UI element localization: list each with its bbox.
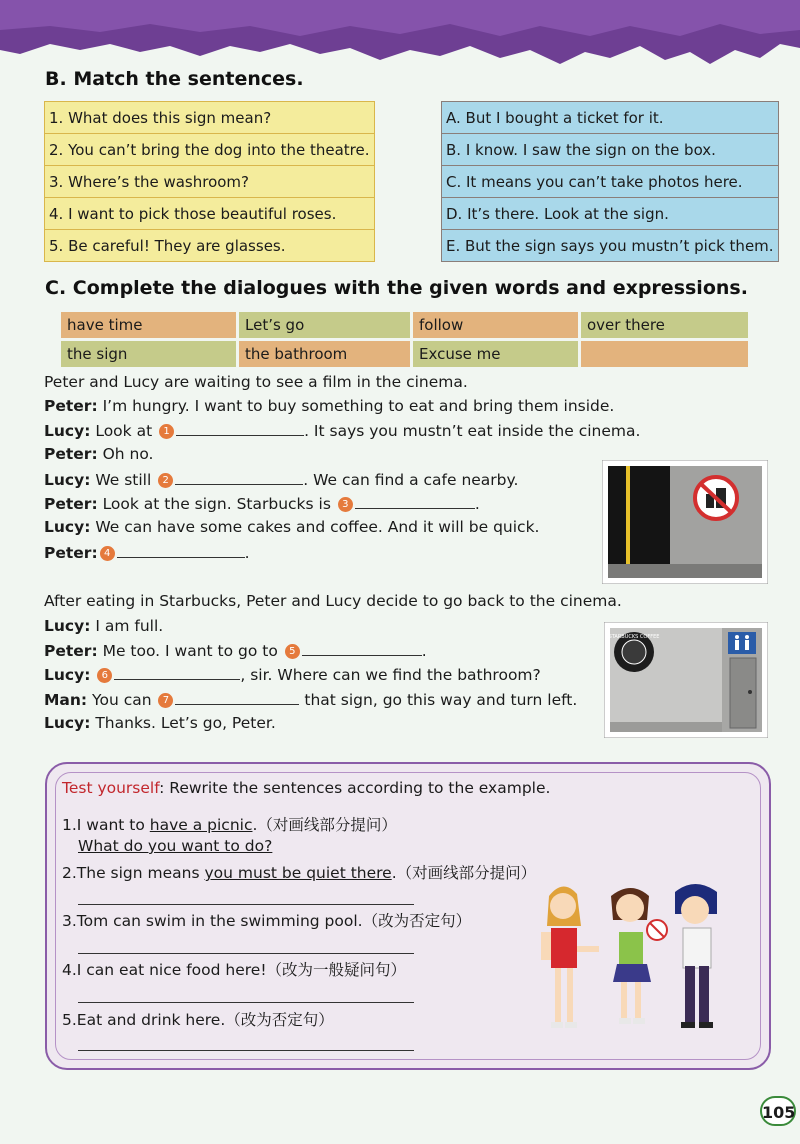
match-right-item: B. I know. I saw the sign on the box. [442, 134, 779, 166]
match-left-item: 2. You can’t bring the dog into the theatre. [45, 134, 375, 166]
answer-line[interactable] [78, 953, 414, 954]
match-left-table [44, 101, 375, 262]
blank-number-badge: 6 [97, 668, 112, 683]
test-yourself-header [62, 779, 550, 797]
line-text: , sir. Where can we find the bathroom? [240, 666, 541, 684]
speaker: Peter: [44, 495, 98, 513]
dialogue-line [44, 690, 577, 709]
section-b-heading: B. Match the sentences. [45, 68, 304, 90]
line-text: Oh no. [97, 445, 154, 463]
match-left-item: 1. What does this sign mean? [45, 102, 375, 134]
word-bank-item [581, 341, 748, 367]
question-3: 3.Tom can swim in the swimming pool.（改为否定句） [62, 912, 472, 930]
dialogue-line [44, 494, 480, 513]
blank-number-badge: 5 [285, 644, 300, 659]
dialogue-line [44, 617, 163, 635]
blank-number-badge: 2 [158, 473, 173, 488]
section-c-heading: C. Complete the dialogues with the given words and expressions. [45, 277, 748, 299]
cinema-no-drink-sign-image [602, 460, 768, 584]
question-4: 4.I can eat nice food here!（改为一般疑问句） [62, 961, 407, 979]
children-illustration [535, 876, 735, 1036]
line-text: . It says you mustn’t eat inside the cinema. [304, 422, 641, 440]
word-bank-item: the sign [61, 341, 236, 367]
test-yourself-instruction: : Rewrite the sentences according to the example. [159, 779, 551, 797]
question-5: 5.Eat and drink here.（改为否定句） [62, 1011, 334, 1029]
blank-number-badge: 7 [158, 693, 173, 708]
line-text: . [474, 495, 480, 513]
dialogue-line [44, 714, 276, 732]
underlined-phrase: have a picnic [149, 816, 253, 834]
line-text: Look at [90, 422, 158, 440]
underlined-phrase: you must be quiet there [204, 864, 392, 882]
word-bank-item: Excuse me [413, 341, 578, 367]
answer-blank[interactable] [175, 470, 303, 485]
speaker: Lucy: [44, 666, 91, 684]
starbucks-logo-text: STARBUCKS COFFEE [608, 634, 660, 640]
line-text: Thanks. Let’s go, Peter. [90, 714, 276, 732]
line-text: We can have some cakes and coffee. And it will be quick. [90, 518, 540, 536]
line-text: . [244, 544, 250, 562]
dialogue-line [44, 445, 153, 463]
answer-line[interactable] [78, 1050, 414, 1051]
word-bank-item: the bathroom [239, 341, 410, 367]
speaker: Peter: [44, 544, 98, 562]
answer-blank[interactable] [176, 421, 304, 436]
line-text: that sign, go this way and turn left. [299, 691, 578, 709]
match-right-item: E. But the sign says you mustn’t pick them. [442, 230, 779, 262]
dialogue-line [44, 421, 640, 440]
speaker: Peter: [44, 445, 98, 463]
line-text: You can [87, 691, 157, 709]
line-text: I am full. [90, 617, 164, 635]
word-bank-item: have time [61, 312, 236, 338]
word-bank-item: Let’s go [239, 312, 410, 338]
match-right-item: C. It means you can’t take photos here. [442, 166, 779, 198]
answer-line[interactable] [78, 904, 414, 905]
answer-blank[interactable] [355, 494, 475, 509]
line-text: We still [90, 471, 157, 489]
dialogue-line [44, 641, 427, 660]
match-right-item: D. It’s there. Look at the sign. [442, 198, 779, 230]
speaker: Lucy: [44, 714, 91, 732]
page-number: 105 [760, 1096, 796, 1126]
match-left-item: 5. Be careful! They are glasses. [45, 230, 375, 262]
dialogue-line [44, 470, 518, 489]
starbucks-washroom-image [604, 622, 768, 738]
answer-blank[interactable] [175, 690, 299, 705]
answer-blank[interactable] [117, 543, 245, 558]
blank-number-badge: 4 [100, 546, 115, 561]
dialogue-line [44, 518, 539, 536]
speaker: Lucy: [44, 471, 91, 489]
line-text: Me too. I want to go to [97, 642, 283, 660]
dialogue-line [44, 397, 614, 415]
speaker: Peter: [44, 397, 98, 415]
test-yourself-label: Test yourself [62, 779, 160, 797]
line-text: Look at the sign. Starbucks is [97, 495, 336, 513]
line-text: . [421, 642, 427, 660]
dialogue2-intro: After eating in Starbucks, Peter and Lucy decide to go back to the cinema. [44, 592, 622, 610]
word-bank-item: follow [413, 312, 578, 338]
speaker: Peter: [44, 642, 98, 660]
match-left-item: 3. Where’s the washroom? [45, 166, 375, 198]
match-right-item: A. But I bought a ticket for it. [442, 102, 779, 134]
line-text: I’m hungry. I want to buy something to eat and bring them inside. [97, 397, 615, 415]
speaker: Man: [44, 691, 88, 709]
answer-line[interactable] [78, 1002, 414, 1003]
match-left-item: 4. I want to pick those beautiful roses. [45, 198, 375, 230]
speaker: Lucy: [44, 518, 91, 536]
question-2: 2.The sign means you must be quiet there.（对画线部分提问） [62, 864, 537, 882]
answer-blank[interactable] [302, 641, 422, 656]
speaker: Lucy: [44, 617, 91, 635]
dialogue-line [44, 665, 541, 684]
match-right-table [441, 101, 779, 262]
line-text: . We can find a cafe nearby. [303, 471, 519, 489]
example-answer: What do you want to do? [78, 837, 273, 855]
blank-number-badge: 3 [338, 497, 353, 512]
blank-number-badge: 1 [159, 424, 174, 439]
question-1: 1.I want to have a picnic.（对画线部分提问） [62, 816, 397, 834]
word-bank-item: over there [581, 312, 748, 338]
answer-blank[interactable] [114, 665, 240, 680]
dialogue1-intro: Peter and Lucy are waiting to see a film in the cinema. [44, 373, 468, 391]
speaker: Lucy: [44, 422, 91, 440]
dialogue-line [44, 543, 250, 562]
top-banner [0, 0, 800, 75]
